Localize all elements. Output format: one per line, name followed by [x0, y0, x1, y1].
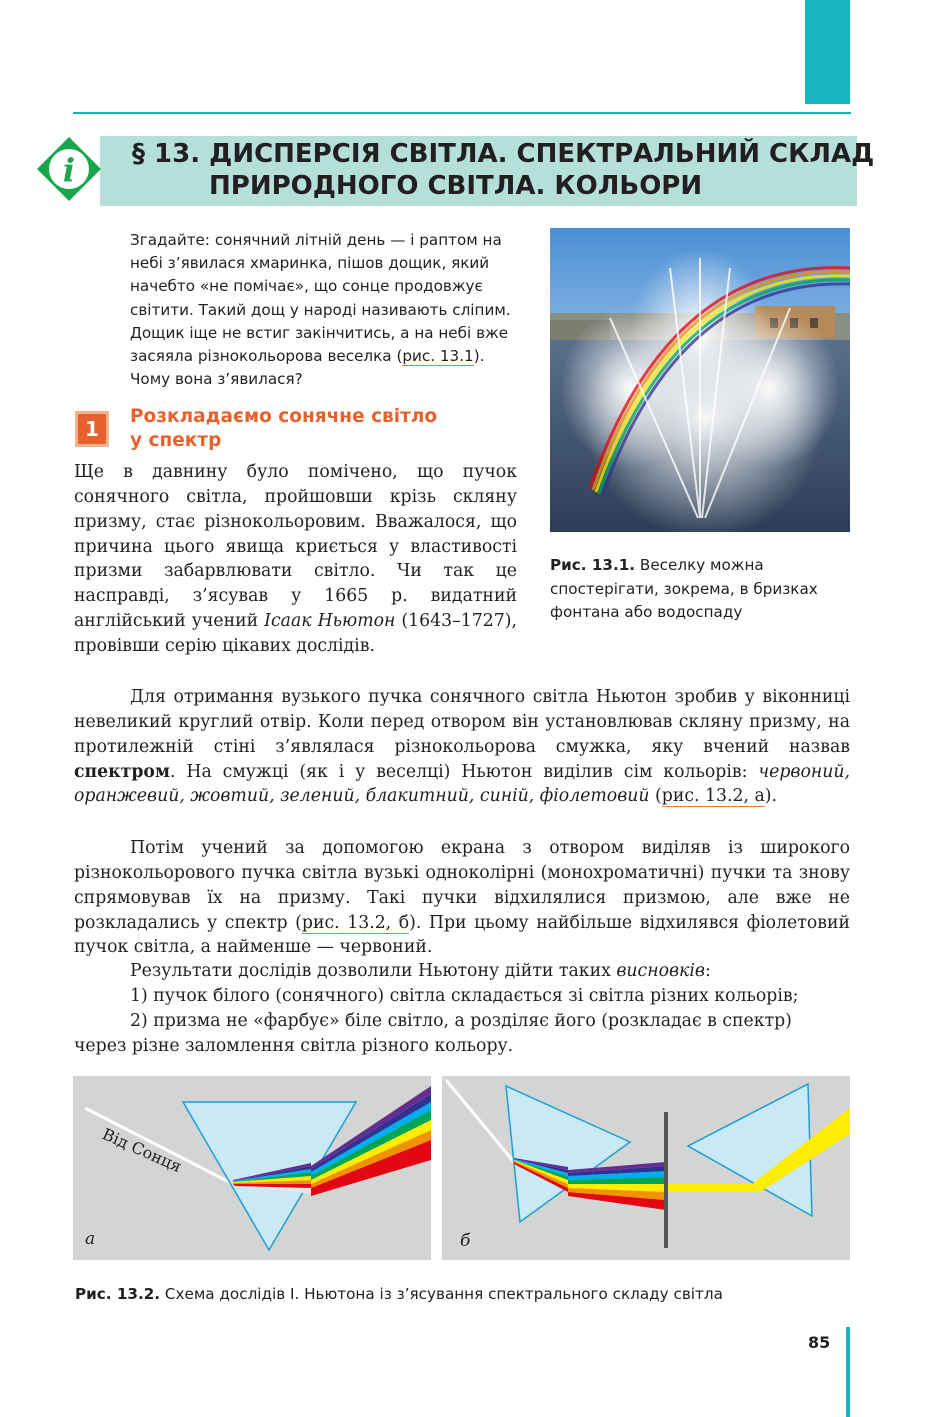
intro-question: Згадайте: сонячний літній день — і раптом на небі з’явилася хмаринка, пішов дощик, який начебто «не помічає», що сонце продовжує світити. Такий дощ у народі називають сліпим. Дощик іще не встиг закінчитись, а на небі вже засяяла різнокольорова веселка (рис. 13.1). Чому вона з’явилася?	[130, 231, 511, 389]
page-number: 85	[808, 1333, 831, 1352]
rainbow-fountain-photo	[550, 228, 850, 532]
figure-13-2-caption: Рис. 13.2. Схема дослідів І. Ньютона із з’ясування спектрального складу світла	[75, 1285, 723, 1303]
top-tab-marker	[805, 0, 850, 104]
paragraph-2: Для отримання вузького пучка сонячного світла Ньютон зробив у віконниці невеликий круглий отвір. Коли перед отвором він установлював скляну призму, на протилежній стіні з’являлася різнокольорова смужка, яку вчений назвав спектром. На смужці (як і у веселці) Ньютон виділив сім кольорів: червоний, оранжевий, жовтий, зелений, блакитний, синій, фіолетовий (рис. 13.2, а).	[74, 687, 850, 807]
title-line-2: ПРИРОДНОГО СВІТЛА. КОЛЬОРИ	[209, 171, 703, 201]
paragraph-3: Потім учений за допомогою екрана з отвором виділяв із широкого різнокольорового пучка світла вузькі одноколірні (монохроматичні) пучки та знову спрямовував їх на призму. Такі пучки відхилялися призмою, але вже не розкладались у спектр (рис. 13.2, б). При цьому найбільше відхилявся фіолетовий пучок світла, а найменше — червоний.	[74, 838, 850, 958]
top-rule	[73, 112, 851, 114]
figure-13-1-caption: Рис. 13.1. Веселку можна спостерігати, зокрема, в бризках фонтана або водоспаду	[550, 556, 818, 621]
section-title: Розкладаємо сонячне світло у спектр	[130, 406, 438, 451]
figure-13-2a-panel	[73, 1076, 431, 1260]
output-spectrum-b	[568, 1162, 666, 1210]
panel-b-label: б	[460, 1231, 471, 1251]
page-bar	[846, 1327, 850, 1417]
prism-b2	[688, 1084, 812, 1216]
info-letter: i	[62, 151, 76, 189]
conclusion-2-line-2: через різне заломлення світла різного кольору.	[74, 1036, 514, 1056]
figure-ref-13-2a[interactable]: рис. 13.2, а	[661, 786, 765, 807]
title-line-1: § 13. ДИСПЕРСІЯ СВІТЛА. СПЕКТРАЛЬНИЙ СКЛАД	[132, 139, 875, 169]
paragraph-1: Ще в давнину було помічено, що пучок сонячного світла, пройшовши крізь скляну призму, стає різнокольоровим. Вважалося, що причина цього явища криється у властивості призми забарвлювати світло. Чи так це насправді, з’ясував у 1665 р. видатний англійський учений Ісаак Ньютон (1643–1727), провівши серію цікавих дослідів.	[74, 462, 517, 656]
conclusion-1: 1) пучок білого (сонячного) світла складається зі світла різних кольорів;	[130, 986, 799, 1006]
figure-ref-13-2b[interactable]: рис. 13.2, б	[301, 912, 410, 933]
page-title	[132, 138, 874, 202]
panel-a-label: а	[85, 1229, 96, 1249]
sun-label: Від Сонця	[99, 1124, 185, 1177]
section-number-badge: 1	[75, 411, 109, 447]
monochromatic-beam-in	[668, 1184, 760, 1192]
figure-ref-13-1[interactable]: рис. 13.1	[402, 347, 474, 366]
info-icon	[36, 136, 102, 202]
info-badge	[36, 136, 102, 202]
figure-13-2b-panel	[442, 1076, 850, 1260]
conclusion-2-line-1: 2) призма не «фарбує» біле світло, а розділяє його (розкладає в спектр)	[130, 1011, 792, 1031]
paragraph-4: Результати дослідів дозволили Ньютону дійти таких висновків:	[130, 961, 711, 981]
